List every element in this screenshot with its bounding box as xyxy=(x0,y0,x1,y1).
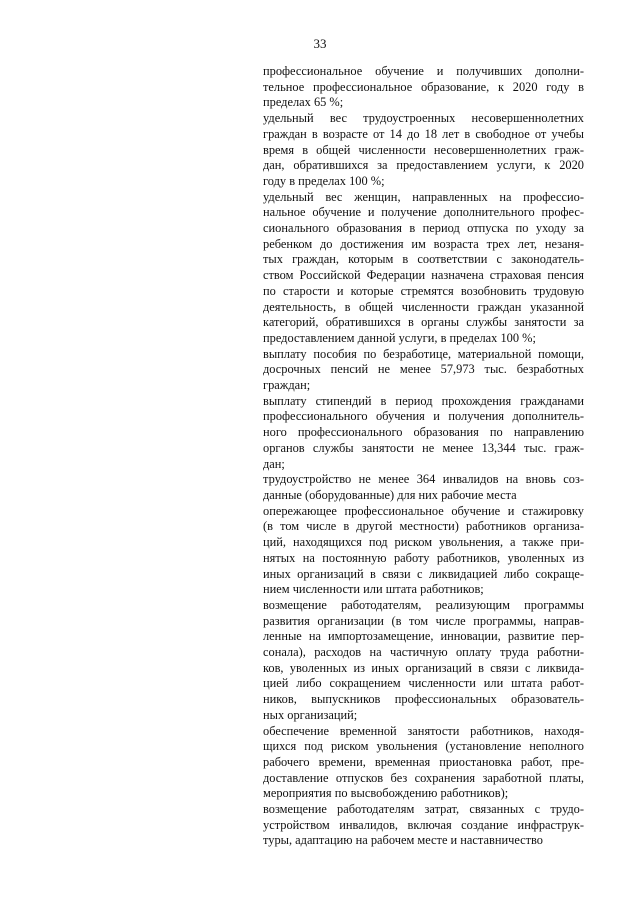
text-line: ных организаций; xyxy=(263,707,358,722)
text-line: время в общей численности несовершеннолетних граж- xyxy=(263,142,584,157)
text-line: сонала), расходов на частичную оплату труда работни- xyxy=(263,645,584,660)
text-line: мероприятия по высвобождению работников); xyxy=(263,786,509,801)
text-line: сионального образования в период отпуска по уходу за xyxy=(263,221,584,236)
paragraph xyxy=(263,598,584,724)
text-line: году в пределах 100 %; xyxy=(263,173,385,188)
paragraph xyxy=(263,347,584,394)
text-line: туры, адаптацию на рабочем месте и наставничество xyxy=(263,833,543,848)
text-line: (в том числе в другой местности) работников организа- xyxy=(263,519,584,534)
text-line: ством Российской Федерации назначена страховая пенсия xyxy=(263,268,584,283)
paragraph xyxy=(263,190,584,347)
text-line: щихся под риском увольнения (установление неполного xyxy=(263,739,584,754)
text-line: удельный вес женщин, направленных на профессио- xyxy=(263,189,584,204)
text-line: предоставлением данной услуги, в пределах 100 %; xyxy=(263,330,536,345)
text-line: ников, выпускников профессиональных образователь- xyxy=(263,692,584,707)
text-line: иных организаций в связи с ликвидацией либо сокраще- xyxy=(263,566,584,581)
text-line: граждан; xyxy=(263,378,311,393)
paragraph xyxy=(263,394,584,473)
document-body xyxy=(263,64,584,849)
text-line: ков, уволенных из иных организаций в связи с ликвида- xyxy=(263,660,584,675)
text-line: досрочных пенсий не менее 57,973 тыс. безработных xyxy=(263,362,584,377)
text-line: трудоустройство не менее 364 инвалидов на вновь соз- xyxy=(263,472,584,487)
text-line: деятельность, в общей численности граждан указанной xyxy=(263,299,584,314)
text-line: данные (оборудованные) для них рабочие места xyxy=(263,487,517,502)
text-line: категорий, обратившихся в органы службы занятости за xyxy=(263,315,584,330)
text-line: ленные на импортозамещение, инновации, развитие пер- xyxy=(263,629,584,644)
page-number: 33 xyxy=(313,36,327,51)
text-line: ного профессионального образования по направлению xyxy=(263,425,584,440)
paragraph xyxy=(263,111,584,190)
text-line: пределах 65 %; xyxy=(263,95,344,110)
text-line: удельный вес трудоустроенных несовершеннолетних xyxy=(263,111,584,126)
text-line: нятых на постоянную работу работников, уволенных из xyxy=(263,550,584,565)
text-line: дан; xyxy=(263,456,285,471)
text-line: тых граждан, которым в соответствии с законодатель- xyxy=(263,252,584,267)
paragraph xyxy=(263,802,584,849)
text-line: профессиональное обучение и получивших дополни- xyxy=(263,64,584,78)
text-line: опережающее профессиональное обучение и стажировку xyxy=(263,503,584,518)
paragraph xyxy=(263,64,584,111)
text-line: профессионального обучения и получения дополнитель- xyxy=(263,409,584,424)
paragraph xyxy=(263,472,584,503)
text-line: доставление отпусков без сохранения заработной платы, xyxy=(263,770,584,785)
text-line: рабочего времени, временная приостановка работ, пре- xyxy=(263,754,584,769)
text-line: выплату пособия по безработице, материальной помощи, xyxy=(263,346,584,361)
text-line: ребенком до достижения им возраста трех лет, незаня- xyxy=(263,236,584,251)
text-line: устройством инвалидов, включая создание инфраструк- xyxy=(263,817,584,832)
text-line: дан, обратившихся за предоставлением услуги, к 2020 xyxy=(263,158,584,173)
text-line: развития организации (в том числе программы, направ- xyxy=(263,613,584,628)
text-line: выплату стипендий в период прохождения гражданами xyxy=(263,393,584,408)
text-line: нальное обучение и получение дополнительного профес- xyxy=(263,205,584,220)
text-line: возмещение работодателям затрат, связанных с трудо- xyxy=(263,802,584,817)
text-line: обеспечение временной занятости работников, находя- xyxy=(263,723,584,738)
text-line: возмещение работодателям, реализующим программы xyxy=(263,597,584,612)
text-line: ций, находящихся под риском увольнения, а также при- xyxy=(263,535,584,550)
text-line: по старости и которые стремятся возобновить трудовую xyxy=(263,283,584,298)
paragraph xyxy=(263,724,584,803)
text-line: цией либо сокращением численности или штата работ- xyxy=(263,676,584,691)
text-line: тельное профессиональное образование, к 2020 году в xyxy=(263,79,584,94)
text-line: граждан в возрасте от 14 до 18 лет в свободное от учебы xyxy=(263,126,584,141)
text-line: нием численности или штата работников; xyxy=(263,582,484,597)
paragraph xyxy=(263,504,584,598)
text-line: органов службы занятости не менее 13,344 тыс. граж- xyxy=(263,440,584,455)
